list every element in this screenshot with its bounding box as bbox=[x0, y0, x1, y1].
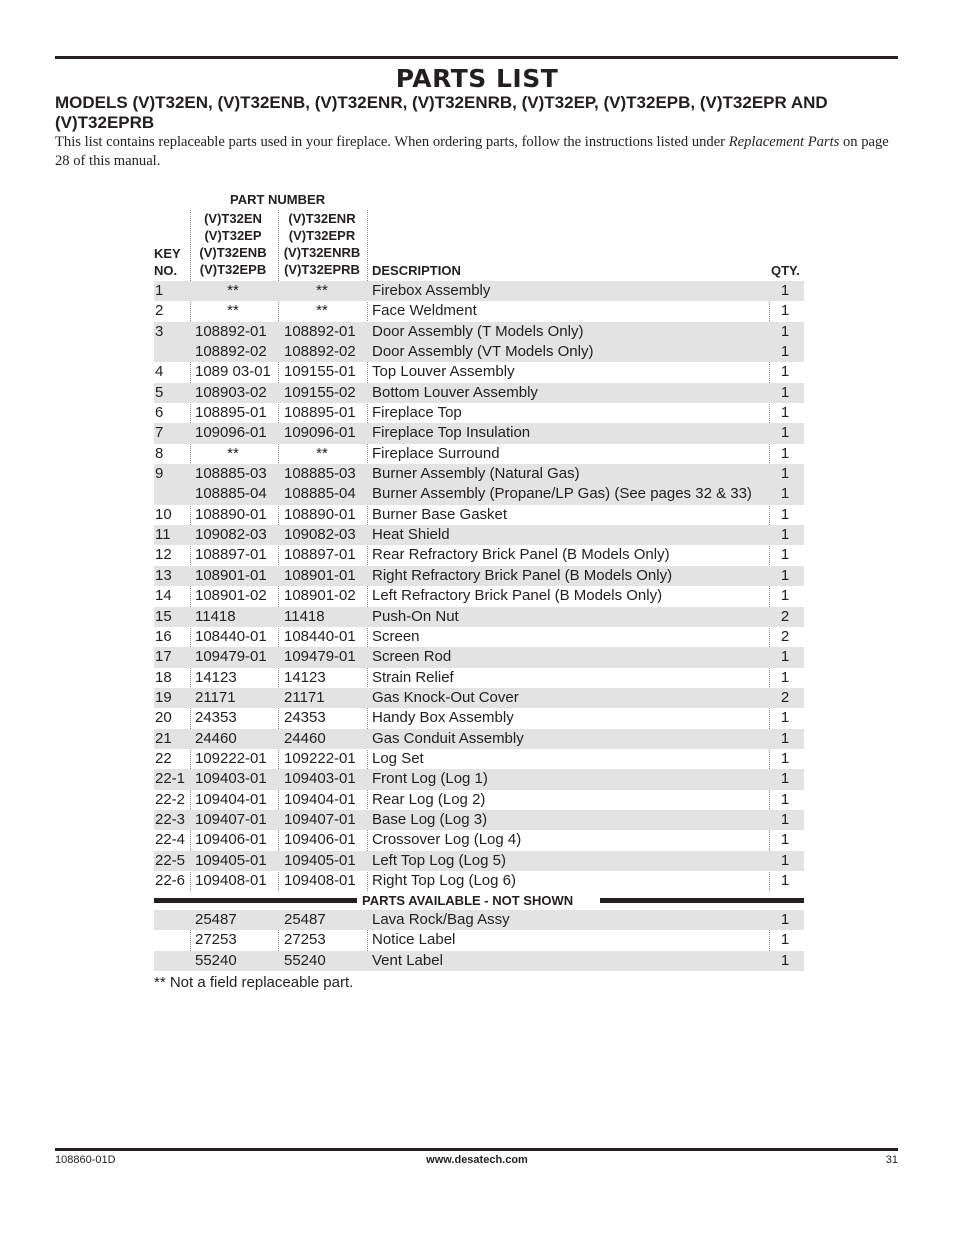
key-cell: 13 bbox=[155, 566, 172, 584]
key-cell: 22-2 bbox=[155, 790, 186, 808]
col1-header-line: (V)T32EN bbox=[204, 211, 262, 226]
part-number-cell: 108901-01 bbox=[284, 566, 356, 584]
qty-cell: 1 bbox=[780, 911, 790, 928]
description-cell: Strain Relief bbox=[372, 668, 454, 686]
table-row bbox=[154, 668, 804, 688]
part-number-cell: 21171 bbox=[195, 688, 236, 706]
qty-cell: 1 bbox=[780, 951, 790, 969]
qty-cell: 1 bbox=[780, 648, 790, 666]
qty-cell: 1 bbox=[780, 931, 790, 949]
qty-cell: 1 bbox=[780, 302, 790, 320]
description-cell: Screen Rod bbox=[372, 648, 452, 666]
table-row bbox=[154, 930, 804, 950]
key-cell: 3 bbox=[155, 322, 164, 340]
part-number-cell: 108892-01 bbox=[195, 322, 267, 340]
qty-cell: 1 bbox=[780, 424, 790, 442]
col1-header-line: (V)T32EPB bbox=[199, 262, 267, 277]
key-cell: 1 bbox=[155, 282, 164, 299]
qty-cell: 1 bbox=[780, 526, 790, 544]
key-cell: 17 bbox=[155, 648, 172, 666]
col1-header-line: (V)T32ENB bbox=[199, 245, 267, 260]
qty-cell: 1 bbox=[780, 851, 790, 869]
key-cell: 4 bbox=[155, 363, 164, 381]
key-cell: 5 bbox=[155, 383, 164, 401]
key-cell: 6 bbox=[155, 404, 164, 422]
description-cell: Door Assembly (T Models Only) bbox=[372, 322, 584, 340]
table-row bbox=[154, 505, 804, 525]
part-number-cell: 109222-01 bbox=[284, 749, 356, 767]
table-row bbox=[154, 790, 804, 810]
banner-bar-left bbox=[154, 898, 357, 903]
key-cell: 22-1 bbox=[155, 770, 186, 788]
part-number-cell: 11418 bbox=[195, 607, 236, 625]
description-cell: Rear Log (Log 2) bbox=[372, 790, 486, 808]
part-number-cell: 108897-01 bbox=[195, 546, 267, 564]
key-cell: 22-3 bbox=[155, 810, 186, 828]
part-number-cell: 109096-01 bbox=[284, 424, 356, 442]
description-cell: Vent Label bbox=[372, 951, 443, 969]
description-cell: Push-On Nut bbox=[372, 607, 459, 625]
part-number-cell: 108440-01 bbox=[284, 627, 356, 645]
part-number-cell: 24353 bbox=[284, 709, 326, 727]
description-cell: Face Weldment bbox=[372, 302, 477, 320]
part-number-cell: 109404-01 bbox=[284, 790, 356, 808]
part-number-cell: 108892-02 bbox=[284, 343, 356, 361]
col2-header bbox=[278, 210, 366, 278]
part-number-cell: 109406-01 bbox=[195, 831, 267, 849]
table-row bbox=[154, 281, 804, 301]
part-number-cell: 55240 bbox=[284, 951, 326, 969]
part-number-cell: 24460 bbox=[284, 729, 326, 747]
description-cell: Crossover Log (Log 4) bbox=[372, 831, 522, 849]
table-row bbox=[154, 322, 804, 342]
part-number-cell: 109082-03 bbox=[195, 526, 267, 544]
description-cell: Burner Base Gasket bbox=[372, 505, 508, 523]
description-cell: Base Log (Log 3) bbox=[372, 810, 488, 828]
part-number-cell: 108890-01 bbox=[195, 505, 267, 523]
col1-header bbox=[190, 210, 276, 278]
qty-cell: 2 bbox=[780, 688, 790, 706]
key-cell: 2 bbox=[155, 302, 164, 320]
key-cell: 18 bbox=[155, 668, 172, 686]
key-cell: 21 bbox=[155, 729, 172, 747]
part-number-cell: 108901-02 bbox=[284, 587, 356, 605]
qty-cell: 1 bbox=[780, 729, 790, 747]
table-row bbox=[154, 871, 804, 891]
part-number-cell: 109408-01 bbox=[195, 871, 267, 889]
key-cell: 7 bbox=[155, 424, 164, 442]
part-number-cell: 108440-01 bbox=[195, 627, 267, 645]
qty-cell: 1 bbox=[780, 871, 790, 889]
key-cell: 22 bbox=[155, 749, 172, 767]
key-cell: 22-5 bbox=[155, 851, 186, 869]
qty-cell: 1 bbox=[780, 363, 790, 381]
qty-cell: 1 bbox=[780, 465, 790, 483]
banner-bar-right bbox=[600, 898, 804, 903]
table-row bbox=[154, 586, 804, 606]
table-row bbox=[154, 444, 804, 464]
description-cell: Fireplace Top bbox=[372, 404, 462, 422]
bottom-rule bbox=[55, 1148, 898, 1151]
description-cell: Lava Rock/Bag Assy bbox=[372, 911, 510, 928]
part-number-cell: 25487 bbox=[284, 911, 326, 928]
col2-header-line: (V)T32ENR bbox=[288, 211, 356, 226]
part-number-cell: 14123 bbox=[284, 668, 326, 686]
footnote: ** Not a field replaceable part. bbox=[154, 974, 354, 991]
description-cell: Fireplace Top Insulation bbox=[372, 424, 531, 442]
description-cell: Top Louver Assembly bbox=[372, 363, 515, 381]
part-number-cell: ** bbox=[316, 282, 328, 299]
description-cell: Log Set bbox=[372, 749, 424, 767]
key-cell: 12 bbox=[155, 546, 172, 564]
description-cell: Heat Shield bbox=[372, 526, 450, 544]
description-cell: Gas Knock-Out Cover bbox=[372, 688, 519, 706]
models-heading: MODELS (V)T32EN, (V)T32ENB, (V)T32ENR, (V)T32ENRB, (V)T32EP, (V)T32EPB, (V)T32EPR AND (V)T32EPRB bbox=[55, 93, 828, 132]
key-cell: 15 bbox=[155, 607, 172, 625]
table-row bbox=[154, 464, 804, 484]
table-row bbox=[154, 627, 804, 647]
qty-cell: 1 bbox=[780, 546, 790, 564]
description-cell: Notice Label bbox=[372, 931, 456, 949]
key-header-line: NO. bbox=[154, 263, 178, 278]
part-number-cell: 55240 bbox=[195, 951, 237, 969]
intro-text-end: on page 28 of this manual. bbox=[55, 134, 889, 169]
part-number-cell: 109096-01 bbox=[195, 424, 267, 442]
table-row bbox=[154, 484, 804, 504]
part-number-cell: 14123 bbox=[195, 668, 237, 686]
col2-header-line: (V)T32EPRB bbox=[284, 262, 360, 277]
part-number-cell: 108885-03 bbox=[284, 465, 356, 483]
description-cell: Door Assembly (VT Models Only) bbox=[372, 343, 594, 361]
key-cell: 16 bbox=[155, 627, 172, 645]
table-row bbox=[154, 647, 804, 667]
part-number-cell: ** bbox=[227, 444, 239, 462]
part-number-cell: 109479-01 bbox=[284, 648, 356, 666]
qty-cell: 1 bbox=[780, 770, 790, 788]
description-cell: Gas Conduit Assembly bbox=[372, 729, 524, 747]
table-row bbox=[154, 566, 804, 586]
description-cell: Firebox Assembly bbox=[372, 282, 491, 299]
key-cell: 11 bbox=[155, 526, 171, 544]
part-number-cell: 1089 03-01 bbox=[195, 363, 271, 381]
part-number-cell: 108885-04 bbox=[284, 485, 356, 503]
qty-cell: 1 bbox=[780, 404, 790, 422]
not-shown-table bbox=[154, 910, 804, 971]
table-row bbox=[154, 362, 804, 382]
table-row bbox=[154, 423, 804, 443]
part-number-cell: 109403-01 bbox=[284, 770, 356, 788]
table-row bbox=[154, 830, 804, 850]
part-number-cell: ** bbox=[227, 302, 239, 320]
parts-table bbox=[154, 281, 804, 891]
key-cell: 14 bbox=[155, 587, 172, 605]
key-cell: 22-6 bbox=[155, 871, 186, 889]
part-number-cell: ** bbox=[316, 444, 328, 462]
part-number-cell: 108895-01 bbox=[284, 404, 356, 422]
page-number: 31 bbox=[885, 1154, 898, 1166]
part-number-cell: 108903-02 bbox=[195, 383, 267, 401]
qty-cell: 1 bbox=[780, 749, 790, 767]
table-row bbox=[154, 342, 804, 362]
part-number-cell: 109406-01 bbox=[284, 831, 356, 849]
top-rule bbox=[55, 56, 898, 59]
qty-cell: 1 bbox=[780, 668, 790, 686]
key-cell: 22-4 bbox=[155, 831, 186, 849]
part-number-cell: 109155-02 bbox=[284, 383, 356, 401]
table-row bbox=[154, 525, 804, 545]
description-cell: Burner Assembly (Natural Gas) bbox=[372, 465, 580, 483]
table-row bbox=[154, 301, 804, 321]
key-cell: 8 bbox=[155, 444, 164, 462]
intro-link-text: Replacement Parts bbox=[728, 134, 840, 150]
not-shown-label: PARTS AVAILABLE - NOT SHOWN bbox=[362, 893, 574, 908]
part-number-cell: 11418 bbox=[284, 607, 325, 625]
qty-cell: 1 bbox=[780, 587, 790, 605]
key-header-line: KEY bbox=[154, 246, 181, 261]
website: www.desatech.com bbox=[426, 1154, 528, 1166]
page-title: PARTS LIST bbox=[395, 64, 559, 93]
qty-cell: 2 bbox=[780, 627, 790, 645]
qty-cell: 1 bbox=[780, 566, 790, 584]
qty-cell: 1 bbox=[780, 790, 790, 808]
part-number-cell: 24353 bbox=[195, 709, 237, 727]
part-number-cell: 109407-01 bbox=[195, 810, 267, 828]
description-cell: Handy Box Assembly bbox=[372, 709, 514, 727]
key-cell: 19 bbox=[155, 688, 172, 706]
qty-cell: 1 bbox=[780, 383, 790, 401]
col2-header-line: (V)T32EPR bbox=[288, 228, 356, 243]
part-number-cell: 109479-01 bbox=[195, 648, 267, 666]
table-row bbox=[154, 708, 804, 728]
part-number-cell: 108885-04 bbox=[195, 485, 267, 503]
part-number-cell: 108897-01 bbox=[284, 546, 356, 564]
description-cell: Screen bbox=[372, 627, 420, 645]
part-number-header: PART NUMBER bbox=[230, 192, 326, 207]
col2-header-line: (V)T32ENRB bbox=[283, 245, 361, 260]
part-number-cell: 108885-03 bbox=[195, 465, 267, 483]
doc-number: 108860-01D bbox=[55, 1154, 116, 1166]
table-row bbox=[154, 688, 804, 708]
qty-cell: 1 bbox=[780, 444, 790, 462]
table-row bbox=[154, 851, 804, 871]
part-number-cell: 27253 bbox=[284, 931, 326, 949]
part-number-cell: 109155-01 bbox=[284, 363, 356, 381]
part-number-cell: 108901-01 bbox=[195, 566, 267, 584]
part-number-cell: 108892-01 bbox=[284, 322, 356, 340]
part-number-cell: 109407-01 bbox=[284, 810, 356, 828]
qty-cell: 1 bbox=[780, 322, 790, 340]
table-row bbox=[154, 749, 804, 769]
qty-cell: 1 bbox=[780, 343, 790, 361]
table-row bbox=[154, 810, 804, 830]
table-row bbox=[154, 545, 804, 565]
table-row bbox=[154, 910, 804, 930]
key-cell: 9 bbox=[155, 465, 164, 483]
part-number-cell: 21171 bbox=[284, 688, 325, 706]
key-header bbox=[154, 245, 181, 279]
intro-paragraph bbox=[55, 133, 900, 171]
qty-header: QTY. bbox=[771, 263, 800, 278]
description-cell: Right Top Log (Log 6) bbox=[372, 871, 516, 889]
description-cell: Front Log (Log 1) bbox=[372, 770, 488, 788]
qty-cell: 1 bbox=[780, 282, 790, 299]
part-number-cell: 109082-03 bbox=[284, 526, 356, 544]
description-header: DESCRIPTION bbox=[372, 263, 461, 278]
key-cell: 10 bbox=[155, 505, 172, 523]
table-row bbox=[154, 403, 804, 423]
table-row bbox=[154, 607, 804, 627]
part-number-cell: 27253 bbox=[195, 931, 237, 949]
part-number-cell: ** bbox=[227, 282, 239, 299]
description-cell: Burner Assembly (Propane/LP Gas) (See pages 32 & 33) bbox=[372, 485, 752, 503]
qty-cell: 1 bbox=[780, 505, 790, 523]
col1-header-line: (V)T32EP bbox=[204, 228, 262, 243]
not-shown-banner bbox=[154, 893, 804, 909]
description-cell: Fireplace Surround bbox=[372, 444, 500, 462]
part-number-cell: 108892-02 bbox=[195, 343, 267, 361]
part-number-cell: 109222-01 bbox=[195, 749, 267, 767]
qty-cell: 1 bbox=[780, 810, 790, 828]
description-cell: Left Top Log (Log 5) bbox=[372, 851, 506, 869]
part-number-cell: ** bbox=[316, 302, 328, 320]
qty-cell: 1 bbox=[780, 485, 790, 503]
intro-text: This list contains replaceable parts used in your fireplace. When ordering parts, follow the instructions listed under bbox=[55, 134, 729, 150]
description-cell: Right Refractory Brick Panel (B Models Only) bbox=[372, 566, 673, 584]
table-row bbox=[154, 383, 804, 403]
part-number-cell: 109404-01 bbox=[195, 790, 267, 808]
description-cell: Bottom Louver Assembly bbox=[372, 383, 538, 401]
part-number-cell: 108895-01 bbox=[195, 404, 267, 422]
table-row bbox=[154, 769, 804, 789]
qty-cell: 1 bbox=[780, 831, 790, 849]
part-number-cell: 109408-01 bbox=[284, 871, 356, 889]
part-number-cell: 109405-01 bbox=[284, 851, 356, 869]
part-number-cell: 108890-01 bbox=[284, 505, 356, 523]
description-cell: Left Refractory Brick Panel (B Models Only) bbox=[372, 587, 663, 605]
qty-cell: 2 bbox=[780, 607, 790, 625]
qty-cell: 1 bbox=[780, 709, 790, 727]
part-number-cell: 109405-01 bbox=[195, 851, 267, 869]
table-row bbox=[154, 729, 804, 749]
part-number-cell: 108901-02 bbox=[195, 587, 267, 605]
table-row bbox=[154, 951, 804, 971]
description-cell: Rear Refractory Brick Panel (B Models Only) bbox=[372, 546, 670, 564]
key-cell: 20 bbox=[155, 709, 172, 727]
part-number-cell: 24460 bbox=[195, 729, 237, 747]
part-number-cell: 25487 bbox=[195, 911, 237, 928]
part-number-cell: 109403-01 bbox=[195, 770, 267, 788]
